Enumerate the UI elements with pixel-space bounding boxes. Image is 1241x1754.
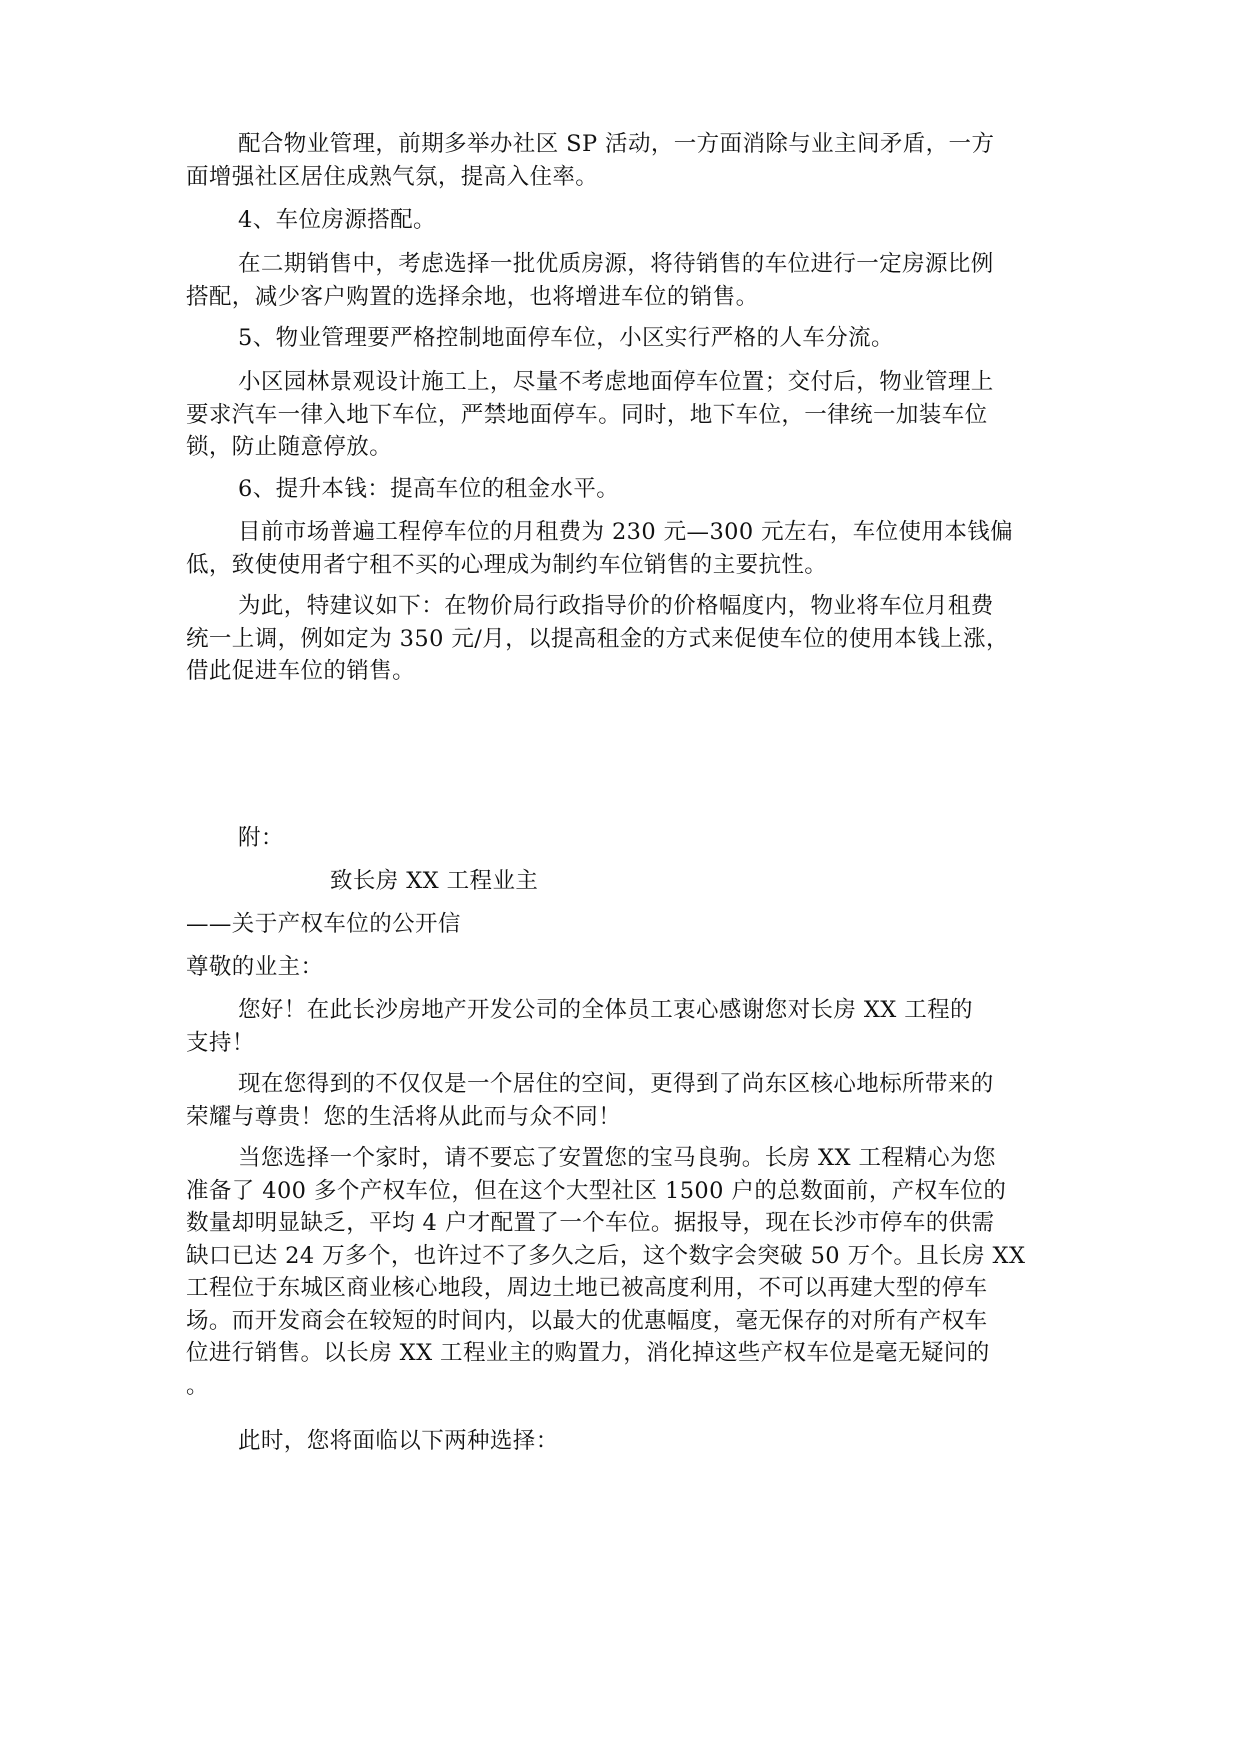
paragraph-community-sp: 配合物业管理，前期多举办社区 SP 活动，一方面消除与业主间矛盾，一方 面增强社区居住成熟气氛，提高入住率。 (186, 131, 995, 190)
letter-paragraph-choices: 此时，您将面临以下两种选择： (238, 1428, 559, 1454)
heading-ground-parking-control: 5、物业管理要严格控制地面停车位，小区实行严格的人车分流。 (238, 325, 894, 351)
letter-paragraph-parking-shortage: 当您选择一个家时，请不要忘了安置您的宝马良驹。长房 XX 工程精心为您 准备了 400 多个产权车位，但在这个大型社区 1500 户的总数面前，产权车位的 数量却明显缺乏，平均 4 户才配置了一个车位。据报导，现在长沙市停车的供需 缺口已达 24 万多个，也许过不了多久之后，这个数字会突破 50 万个。且长房 XX 工程位于东城区商业核心地段，周边土地已被高度利用，不可以再建大型的停车 场。而开发商会在较短的时间内，以最大的优惠幅度，毫无保存的对所有产权车 位进行销售。以长房 XX 工程业主的购置力，消化掉这些产权车位是毫无疑问的 。 (186, 1145, 1026, 1399)
letter-paragraph-greeting: 您好！在此长沙房地产开发公司的全体员工衷心感谢您对长房 XX 工程的 支持！ (186, 997, 973, 1056)
paragraph-market-rent: 目前市场普遍工程停车位的月租费为 230 元—300 元左右，车位使用本钱偏 低，致使使用者宁租不买的心理成为制约车位销售的主要抗性。 (186, 519, 1014, 578)
letter-title: 致长房 XX 工程业主 (330, 868, 539, 894)
heading-parking-housing-bundle: 4、车位房源搭配。 (238, 207, 436, 233)
paragraph-suggestion: 为此，特建议如下：在物价局行政指导价的价格幅度内，物业将车位月租费 统一上调，例如定为 350 元/月，以提高租金的方式来促使车位的使用本钱上涨， 借此促进车位的销售。 (186, 593, 1009, 684)
letter-subtitle: ——关于产权车位的公开信 (186, 911, 461, 937)
paragraph-landscape-design: 小区园林景观设计施工上，尽量不考虑地面停车位置；交付后，物业管理上 要求汽车一律入地下车位，严禁地面停车。同时，地下车位，一律统一加装车位 锁，防止随意停放。 (186, 369, 994, 460)
letter-paragraph-honor: 现在您得到的不仅仅是一个居住的空间，更得到了尚东区核心地标所带来的 荣耀与尊贵！您的生活将从此而与众不同！ (186, 1071, 994, 1130)
letter-salutation: 尊敬的业主： (186, 954, 324, 980)
paragraph-phase-two-sales: 在二期销售中，考虑选择一批优质房源，将待销售的车位进行一定房源比例 搭配，减少客户购置的选择余地，也将增进车位的销售。 (186, 251, 994, 310)
heading-raise-cost: 6、提升本钱：提高车位的租金水平。 (238, 476, 620, 502)
appendix-label: 附： (238, 825, 284, 851)
